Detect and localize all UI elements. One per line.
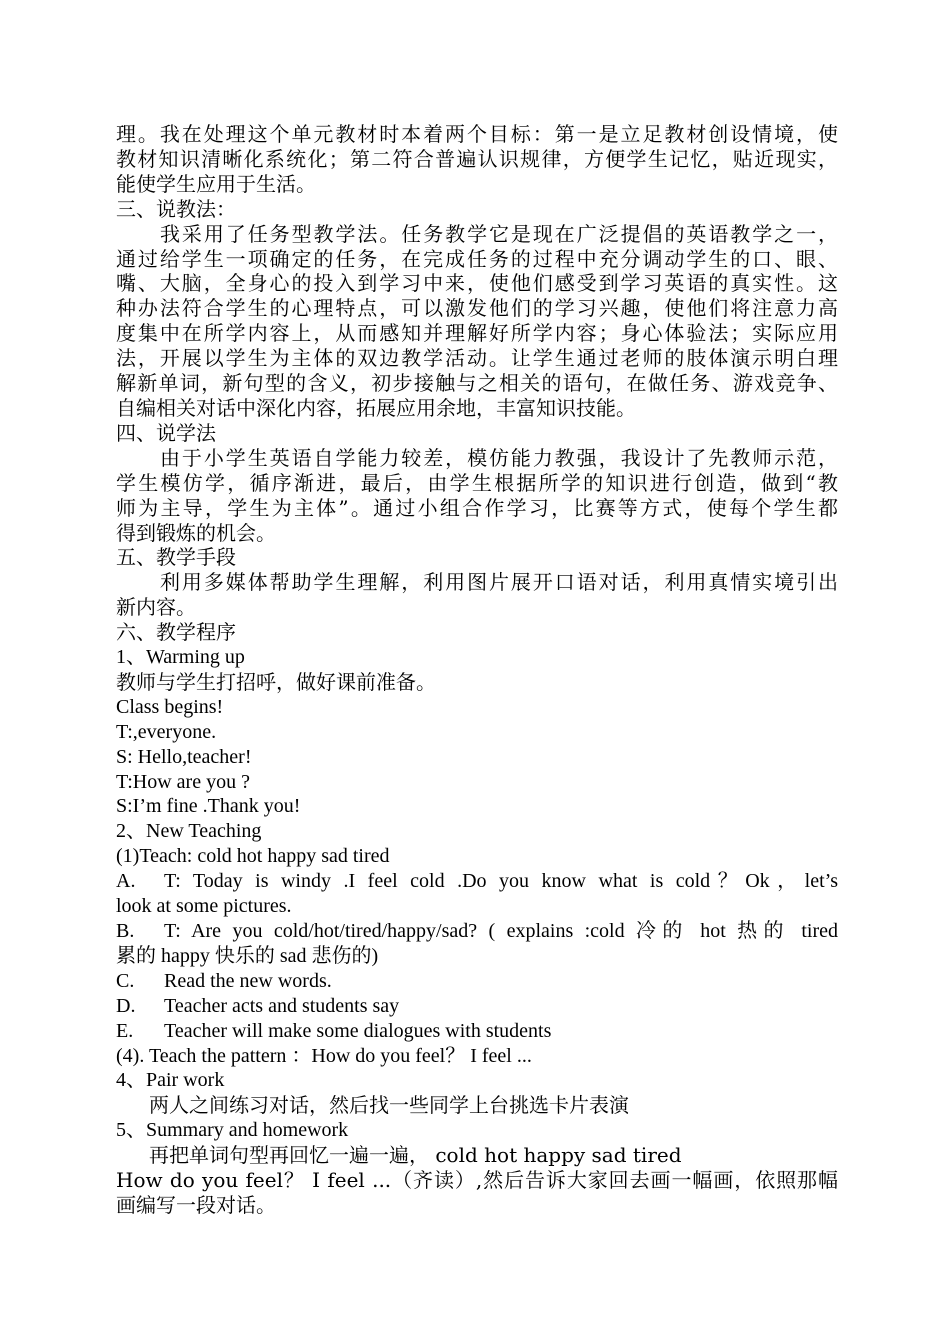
paragraph-line: 解新单词，新句型的含义，初步接触与之相关的语句，在做任务、游戏竞争、 [116, 371, 838, 396]
list-item-continuation: 累的 happy 快乐的 sad 悲伤的) [116, 944, 379, 967]
paragraph-line: 利用多媒体帮助学生理解，利用图片展开口语对话，利用真情实境引出 [160, 570, 838, 595]
list-marker: B. [116, 920, 135, 942]
step-heading-summary: 5、Summary and homework [116, 1119, 349, 1142]
paragraph-line: 教材知识清晰化系统化；第二符合普遍认识规律，方便学生记忆，贴近现实， [116, 146, 838, 171]
list-item-text: Teacher acts and students say [164, 994, 400, 1017]
list-item-text: T: Are you cold/hot/tired/happy/sad? ( explains :cold 冷的 hot 热的 tired [164, 920, 838, 942]
paragraph-line: 通过给学生一项确定的任务，在完成任务的过程中充分调动学生的口、眼、 [116, 246, 838, 271]
section-heading-learning-method: 四、说学法 [116, 420, 216, 445]
paragraph-line: 种办法符合学生的心理特点，可以激发他们的学习兴趣，使他们将注意力高 [116, 296, 838, 321]
paragraph-line: 由于小学生英语自学能力较差，模仿能力教强，我设计了先教师示范， [160, 445, 838, 470]
paragraph-line: 度集中在所学内容上，从而感知并理解好所学内容；身心体验法；实际应用 [116, 321, 838, 346]
paragraph-line: 教师与学生打招呼，做好课前准备。 [116, 669, 436, 694]
document-page [116, 122, 838, 1218]
dialogue-line: T:,everyone. [116, 720, 217, 743]
paragraph-line: 两人之间练习对话，然后找一些同学上台挑选卡片表演 [149, 1093, 629, 1118]
list-item-e [116, 1019, 838, 1044]
paragraph-line: 自编相关对话中深化内容，拓展应用余地，丰富知识技能。 [116, 395, 636, 420]
list-marker: C. [116, 969, 135, 992]
dialogue-line: T:How are you ? [116, 770, 250, 793]
paragraph-line: 理。我在处理这个单元教材时本着两个目标：第一是立足教材创设情境，使 [116, 122, 838, 146]
dialogue-line: Class begins! [116, 695, 224, 718]
list-item-a [116, 869, 838, 894]
list-marker: D. [116, 994, 136, 1017]
teach-pattern-line: (4). Teach the pattern ：How do you feel？ I feel ... [116, 1044, 532, 1067]
section-heading-teaching-procedure: 六、教学程序 [116, 620, 236, 645]
paragraph-line: 新内容。 [116, 595, 196, 620]
paragraph-line: 我采用了任务型教学法。任务教学它是现在广泛提倡的英语教学之一， [160, 221, 838, 246]
list-marker: E. [116, 1019, 134, 1042]
list-item-text: T: Today is windy .I feel cold .Do you know what is cold？Ok，let’s [164, 870, 838, 893]
paragraph-line: 师为主导，学生为主体”。通过小组合作学习，比赛等方式，使每个学生都 [116, 495, 838, 520]
section-heading-teaching-means: 五、教学手段 [116, 545, 236, 570]
paragraph-line: 得到锻炼的机会。 [116, 520, 276, 545]
list-item-text: Teacher will make some dialogues with students [164, 1019, 552, 1042]
section-heading-teaching-method: 三、说教法： [116, 196, 236, 221]
paragraph-line: 再把单词句型再回忆一遍一遍， cold hot happy sad tired [149, 1143, 682, 1168]
paragraph-line: 学生模仿学，循序渐进，最后，由学生根据所学的知识进行创造，做到“教 [116, 470, 838, 495]
list-item-continuation: look at some pictures. [116, 895, 292, 918]
paragraph-line: 画编写一段对话。 [116, 1192, 276, 1217]
list-item-c [116, 969, 838, 994]
step-heading-pair-work: 4、Pair work [116, 1069, 225, 1092]
paragraph-line: 法，开展以学生为主体的双边教学活动。让学生通过老师的肢体演示明白理 [116, 346, 838, 371]
step-heading-warming-up: 1、Warming up [116, 646, 245, 669]
list-item-b [116, 919, 838, 944]
step-heading-new-teaching: 2、New Teaching [116, 820, 262, 843]
list-item-d [116, 994, 838, 1019]
list-marker: A. [116, 870, 136, 893]
dialogue-line: S: Hello,teacher! [116, 745, 252, 768]
list-item-text: Read the new words. [164, 969, 332, 992]
paragraph-line: 能使学生应用于生活。 [116, 171, 316, 196]
paragraph-line: 嘴、大脑，全身心的投入到学习中来，使他们感受到学习英语的真实性。这 [116, 271, 838, 296]
paragraph-line: How do you feel？ I feel ...（齐读）,然后告诉大家回去画一幅画，依照那幅 [116, 1168, 838, 1193]
dialogue-line: S:I’m fine .Thank you! [116, 795, 301, 818]
teach-words-line: (1)Teach: cold hot happy sad tired [116, 845, 390, 868]
